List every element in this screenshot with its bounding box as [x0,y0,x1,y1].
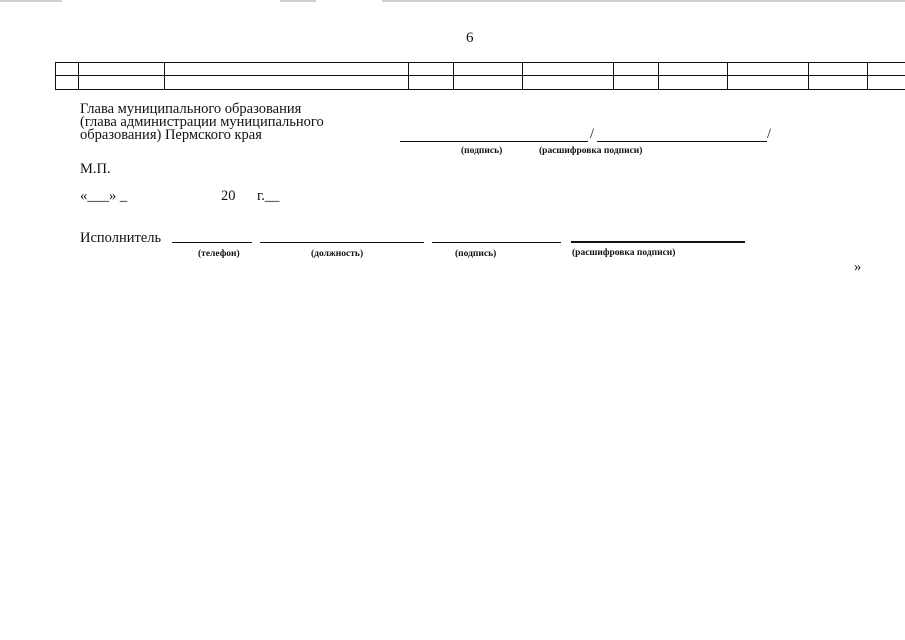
head-title-line: Глава муниципального образования [80,101,302,117]
date-day-month: «___» _ [80,188,128,204]
table-row [56,63,905,76]
executor-decoding-line [571,241,745,243]
table-cell [523,63,614,76]
phone-caption: (телефон) [198,249,240,259]
table-row [56,76,905,90]
signature-caption: (подпись) [461,146,503,156]
table-cell [165,76,409,90]
head-title-block [80,103,324,142]
scan-edge-mark [280,0,316,2]
decoding-caption: (расшифровка подписи) [572,248,676,258]
table-cell [409,76,454,90]
position-caption: (должность) [311,249,364,259]
table-cell [614,76,659,90]
decoding-caption: (расшифровка подписи) [539,146,643,156]
head-signature-line [400,141,588,142]
signature-caption: (подпись) [455,249,497,259]
closing-quote: » [854,259,862,275]
table-cell [809,76,868,90]
head-title-line: образования) Пермского края [80,127,262,143]
scan-edge-mark [382,0,905,2]
head-title-line: (глава администрации муниципального [80,114,324,130]
date-year-prefix: 20 [221,188,236,204]
table-cell [728,76,809,90]
table-cell [409,63,454,76]
stamp-label: М.П. [80,161,111,177]
executor-phone-line [172,242,252,243]
table-cell [659,76,728,90]
slash-separator: / [590,126,595,142]
table-cell [79,76,165,90]
slash-separator: / [767,126,772,142]
page-number: 6 [466,30,474,46]
scan-edge-mark [0,0,62,2]
executor-position-line [260,242,424,243]
table-cell [868,76,905,90]
table-cell [56,63,79,76]
table-cell [659,63,728,76]
table-cell [56,76,79,90]
executor-label: Исполнитель [80,230,162,246]
table-cell [868,63,905,76]
table-cell [523,76,614,90]
table-cell [728,63,809,76]
table-cell [79,63,165,76]
date-year-suffix: г.__ [257,188,280,204]
table-cell [454,76,523,90]
data-table [55,62,905,90]
table-cell [614,63,659,76]
table-cell [809,63,868,76]
table-cell [454,63,523,76]
table-cell [165,63,409,76]
head-decoding-line [597,141,767,142]
executor-signature-line [432,242,561,243]
